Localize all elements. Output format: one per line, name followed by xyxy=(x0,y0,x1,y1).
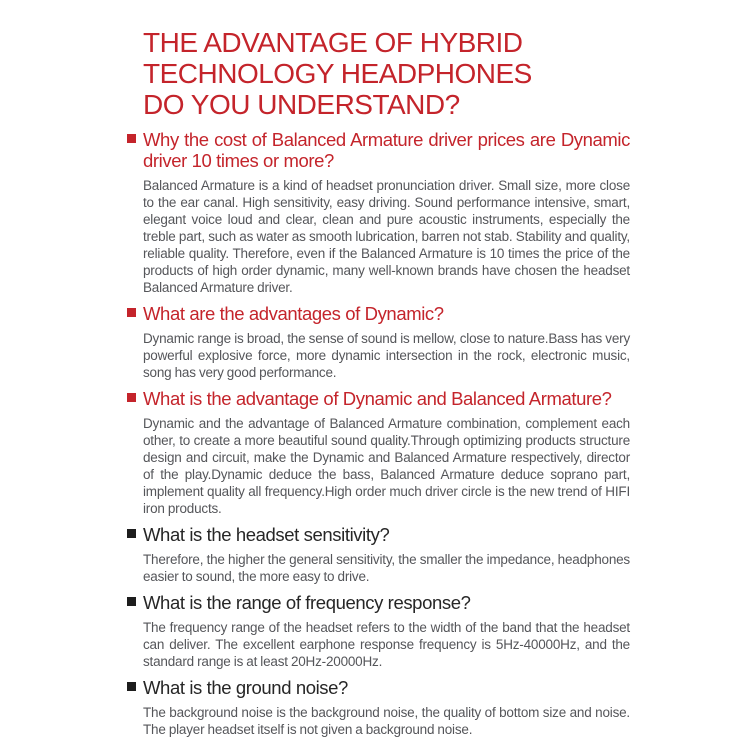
section-heading-text: What is the advantage of Dynamic and Balanced Armature? xyxy=(143,388,612,409)
square-bullet-icon xyxy=(127,393,136,402)
section-heading-text: Why the cost of Balanced Armature driver prices are Dynamic driver 10 times or more? xyxy=(143,129,630,171)
section-heading xyxy=(143,303,630,324)
section-heading-text: What is the range of frequency response? xyxy=(143,592,471,613)
section-qa xyxy=(143,677,630,738)
square-bullet-icon xyxy=(127,597,136,606)
section-heading-text: What are the advantages of Dynamic? xyxy=(143,303,444,324)
section-body: Balanced Armature is a kind of headset pronunciation driver. Small size, more close to the ear canal. High sensitivity, easy driving. Sound performance intensive, smart, elegant voice loud and clear, clean and pure acoustic instruments, especially the treble part, such as water as smooth lubrication, barren not stab. Stability and quality, reliable quality. Therefore, even if the Balanced Armature is 10 times the price of the products of high order dynamic, many well-known brands have chosen the headset Balanced Armature driver. xyxy=(143,178,630,295)
section-heading xyxy=(143,388,630,409)
section-qa xyxy=(143,303,630,381)
square-bullet-icon xyxy=(127,682,136,691)
section-heading xyxy=(143,677,630,698)
page-title-line: THE ADVANTAGE OF HYBRID xyxy=(143,27,523,58)
section-body: Therefore, the higher the general sensitivity, the smaller the impedance, headphones easier to sound, the more easy to drive. xyxy=(143,552,630,584)
section-qa xyxy=(143,524,630,585)
page-title-line: DO YOU UNDERSTAND? xyxy=(143,89,460,120)
section-heading-text: What is the ground noise? xyxy=(143,677,348,698)
page-title-line: TECHNOLOGY HEADPHONES xyxy=(143,58,532,89)
content-column xyxy=(143,27,630,745)
square-bullet-icon xyxy=(127,134,136,143)
square-bullet-icon xyxy=(127,529,136,538)
section-heading-text: What is the headset sensitivity? xyxy=(143,524,390,545)
page-title xyxy=(143,27,630,120)
section-heading xyxy=(143,129,630,171)
square-bullet-icon xyxy=(127,308,136,317)
section-body: Dynamic and the advantage of Balanced Armature combination, complement each other, to create a more beautiful sound quality.Through optimizing products structure design and circuit, make the Dynamic and Balanced Armature respectively, director of the play.Dynamic deduce the bass, Balanced Armature deduce soprano part, implement quality all frequency.High order much driver circle is the new trend of HIFI iron products. xyxy=(143,416,630,516)
section-body: The background noise is the background noise, the quality of bottom size and noise. The player headset itself is not given a background noise. xyxy=(143,705,630,737)
section-heading xyxy=(143,592,630,613)
section-heading xyxy=(143,524,630,545)
section-body: The frequency range of the headset refers to the width of the band that the headset can deliver. The excellent earphone response frequency is 5Hz-40000Hz, and the standard range is at least 20Hz-20000Hz. xyxy=(143,620,630,669)
section-qa xyxy=(143,592,630,670)
section-qa xyxy=(143,388,630,517)
section-qa xyxy=(143,129,630,296)
section-body: Dynamic range is broad, the sense of sound is mellow, close to nature.Bass has very powerful explosive force, more dynamic intersection in the rock, electronic music, song has very good performance. xyxy=(143,331,630,380)
